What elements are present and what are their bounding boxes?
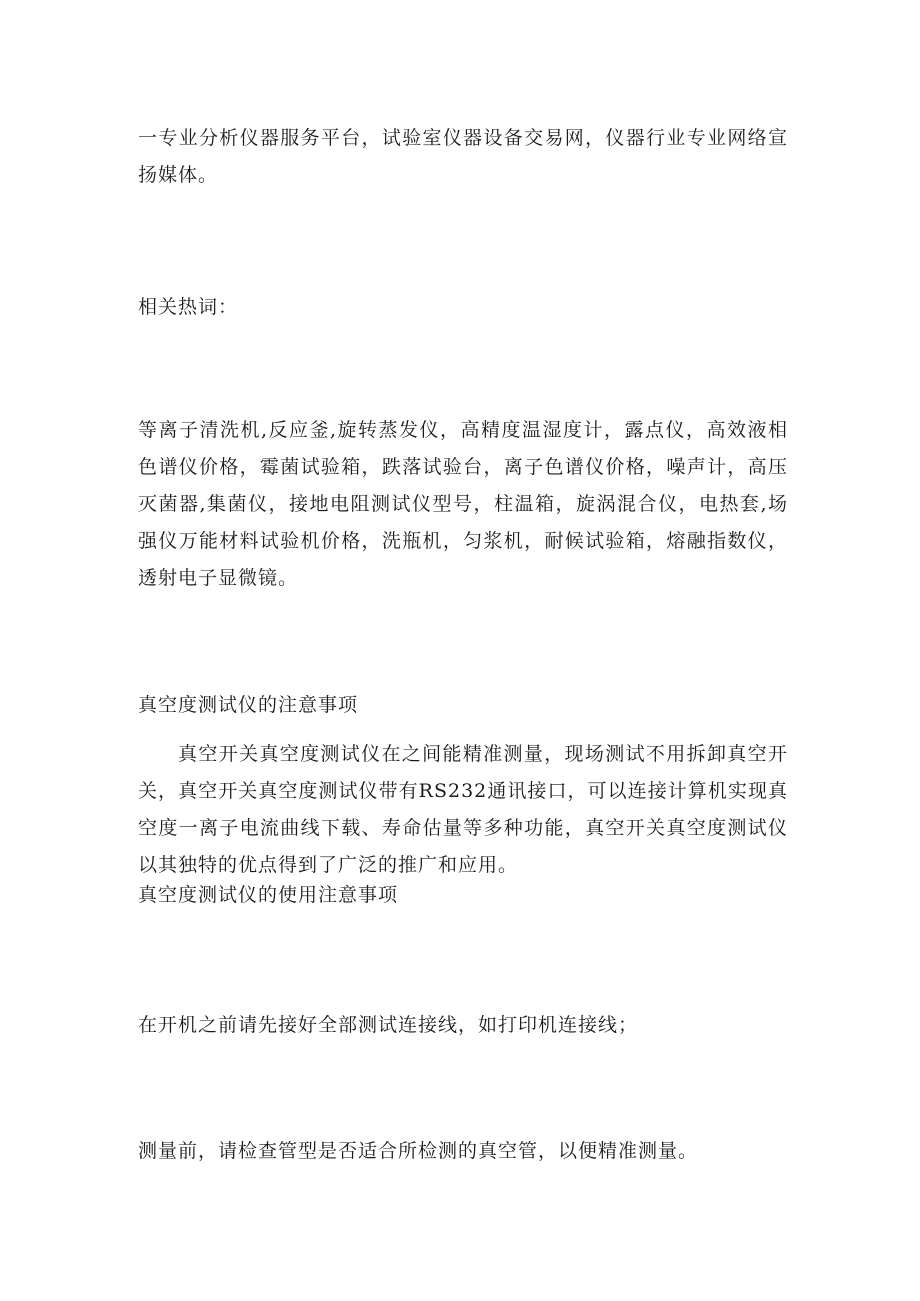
usage-item-2: 测量前，请检查管型是否适合所检测的真空管，以便精准测量。 xyxy=(138,1140,699,1162)
notice-title: 真空度测试仪的注意事项 xyxy=(138,694,359,716)
usage-item-1: 在开机之前请先接好全部测试连接线，如打印机连接线； xyxy=(138,1014,639,1036)
usage-title: 真空度测试仪的使用注意事项 xyxy=(138,884,399,906)
notice-body: 真空开关真空度测试仪在之间能精准测量，现场测试不用拆卸真空开关，真空开关真空度测试仪带有RS232通讯接口，可以连接计算机实现真空度一离子电流曲线下载、寿命估量等多种功能，真空开关真空度测试仪以其独特的优点得到了广泛的推广和应用。 xyxy=(138,743,788,876)
intro-paragraph: 一专业分析仪器服务平台，试验室仪器设备交易网，仪器行业专业网络宣扬媒体。 xyxy=(138,127,788,186)
keywords-label: 相关热词： xyxy=(138,296,239,318)
keywords-paragraph: 等离子清洗机,反应釜,旋转蒸发仪，高精度温湿度计，露点仪，高效液相色谱仪价格，霉菌试验箱，跌落试验台，离子色谱仪价格，噪声计，高压灭菌器,集菌仪，接地电阻测试仪型号，柱温箱，旋涡混合仪，电热套,场强仪万能材料试验机价格，洗瓶机，匀浆机，耐候试验箱，熔融指数仪，透射电子显微镜。 xyxy=(138,419,788,589)
